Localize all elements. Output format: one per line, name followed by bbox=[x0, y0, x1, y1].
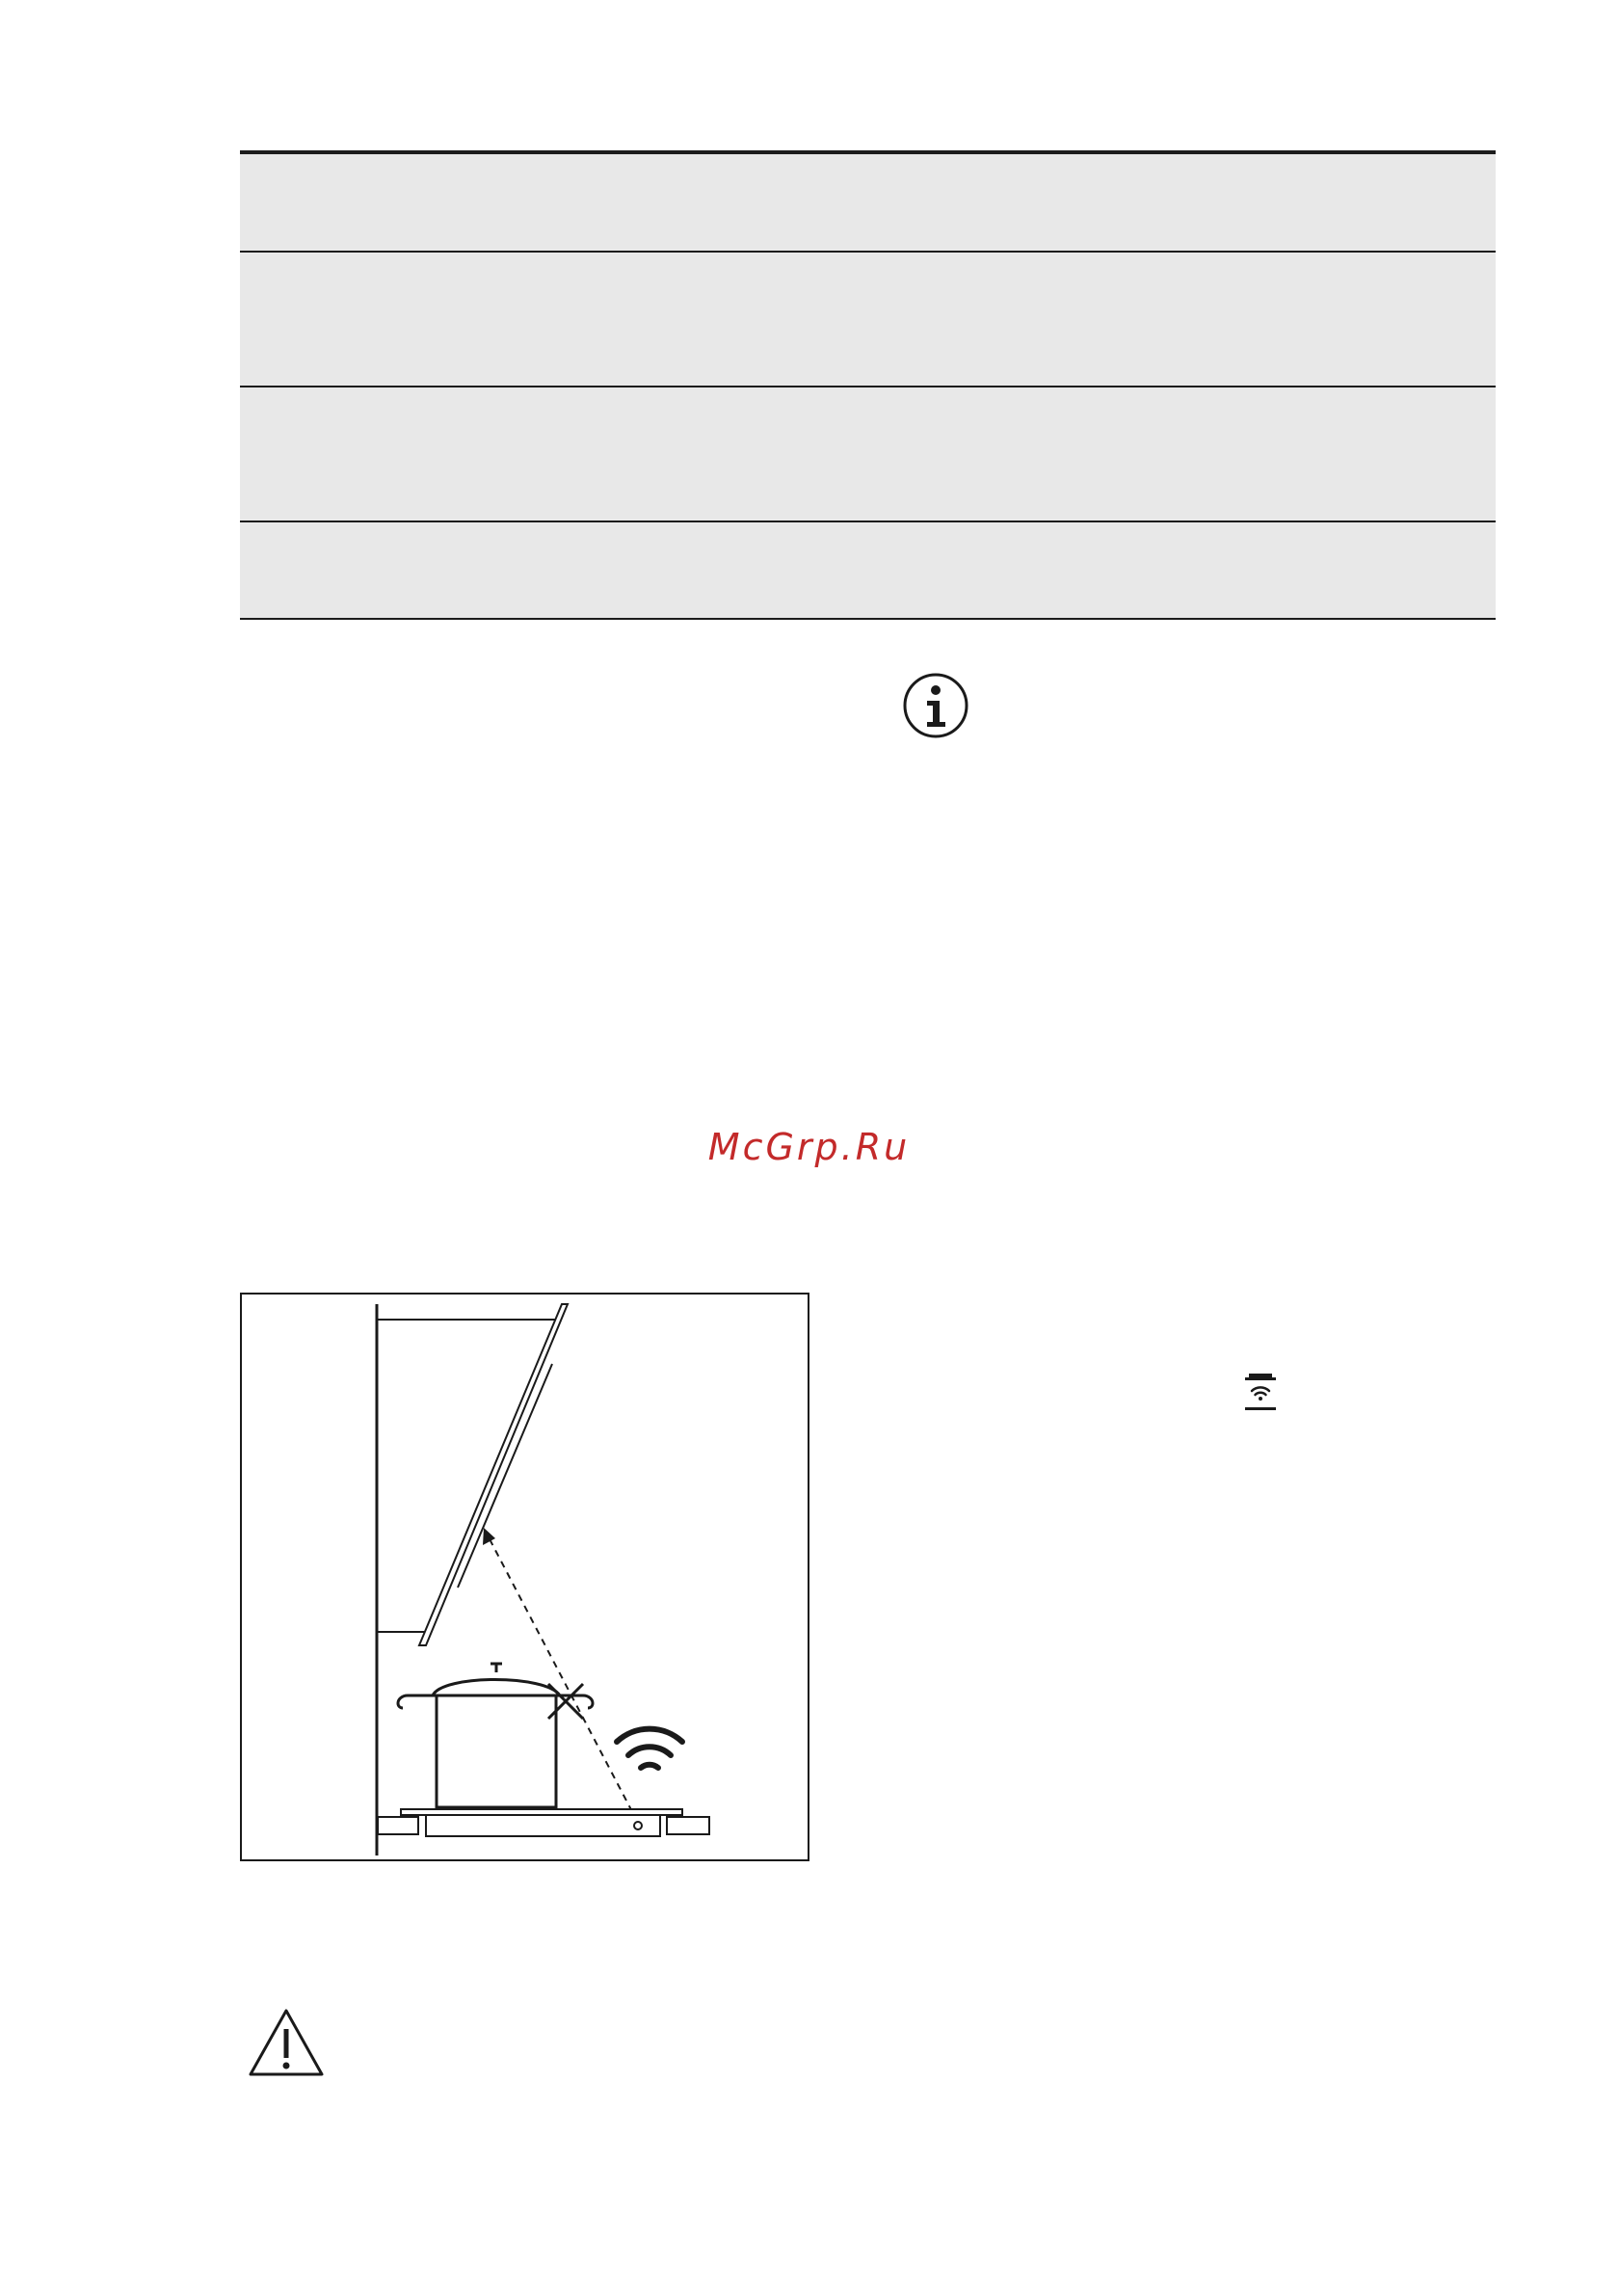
table-row bbox=[240, 387, 1496, 522]
hob-to-hood-icon bbox=[1243, 1374, 1278, 1412]
info-icon bbox=[902, 672, 969, 739]
watermark: McGrp.Ru bbox=[707, 1126, 911, 1168]
hob-hood-illustration bbox=[240, 1293, 809, 1861]
table-row bbox=[240, 522, 1496, 620]
table-row bbox=[240, 154, 1496, 253]
table-row bbox=[240, 253, 1496, 387]
warning-triangle-icon bbox=[248, 2008, 325, 2077]
spec-table bbox=[240, 150, 1496, 620]
